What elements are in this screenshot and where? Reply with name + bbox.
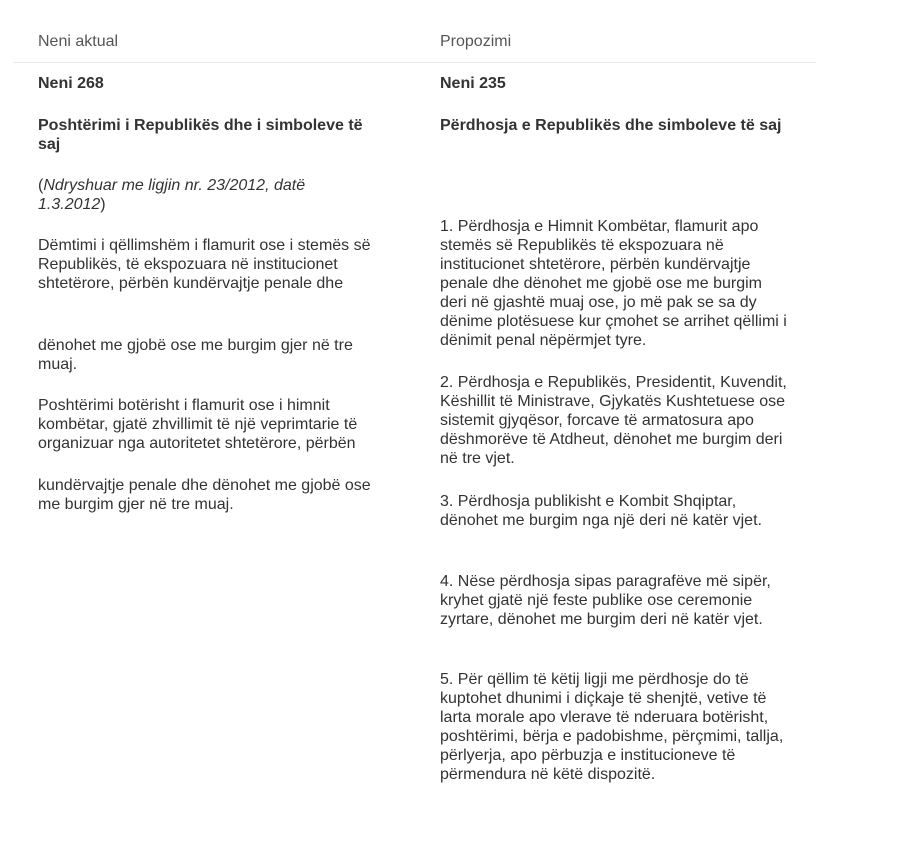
proposal-paragraph-1: 1. Përdhosja e Himnit Kombëtar, flamurit apo stemës së Republikës të ekspozuara në institucionet shtetërore, përbën kundërvajtje penale dhe dënohet me gjobë ose me burgim deri në gjashtë muaj ose, jo më pak se sa dy dënime plotësuese kur çmohet se arrihet qëllimi i dënimit penal nëpërmjet tyre. xyxy=(440,218,787,349)
proposal-article-title: Përdhosja e Republikës dhe simboleve të saj xyxy=(440,117,782,134)
current-paragraph-4: kundërvajtje penale dhe dënohet me gjobë ose me burgim gjer në tre muaj. xyxy=(38,477,371,513)
current-paragraph-3: Poshtërimi botërisht i flamurit ose i himnit kombëtar, gjatë zhvillimit të një veprimtarie të organizuar nga autoritetet shtetërore, përbën xyxy=(38,397,358,452)
proposal-paragraph-2: 2. Përdhosja e Republikës, Presidentit, Kuvendit, Këshillit të Ministrave, Gjykatës Kushtetuese ose sistemit gjyqësor, forcave të armatosura apo dëshmorëve të Atdheut, dënohet me burgim deri në tre vjet. xyxy=(440,374,787,467)
proposal-article-number: Neni 235 xyxy=(440,75,506,92)
amendment-text: Ndryshuar me ligjin nr. 23/2012, datë 1.3.2012 xyxy=(38,177,306,213)
table-header-row xyxy=(14,30,816,63)
amendment-open-paren: ( xyxy=(38,177,44,194)
proposal-paragraph-5: 5. Për qëllim të këtij ligji me përdhosje do të kuptohet dhunimi i diçkaje të shenjtë, vetive të larta morale apo vlerave të nderuara botërisht, poshtërimi, bërja e padobishme, përçmimi, tallja, përlyerja, apo përbuzja e institucioneve të përmendura në këtë dispozitë. xyxy=(440,671,784,783)
amendment-note xyxy=(38,176,358,214)
current-article-number: Neni 268 xyxy=(38,75,104,92)
current-paragraph-2: dënohet me gjobë ose me burgim gjer në tre muaj. xyxy=(38,337,353,373)
current-article-title: Poshtërimi i Republikës dhe i simboleve të saj xyxy=(38,117,363,153)
proposal-paragraph-3: 3. Përdhosja publikisht e Kombit Shqiptar, dënohet me burgim nga një deri në katër vjet. xyxy=(440,493,762,529)
amendment-close-paren: ) xyxy=(100,196,106,213)
current-paragraph-1: Dëmtimi i qëllimshëm i flamurit ose i stemës së Republikës, të ekspozuara në institucionet shtetërore, përbën kundërvajtje penale dhe xyxy=(38,237,371,292)
header-proposal: Propozimi xyxy=(440,33,512,50)
header-current-article: Neni aktual xyxy=(38,33,119,50)
comparison-table xyxy=(14,30,816,63)
proposal-paragraph-4: 4. Nëse përdhosja sipas paragrafëve më sipër, kryhet gjatë një feste publike ose ceremonie zyrtare, dënohet me burgim deri në katër vjet. xyxy=(440,573,771,628)
